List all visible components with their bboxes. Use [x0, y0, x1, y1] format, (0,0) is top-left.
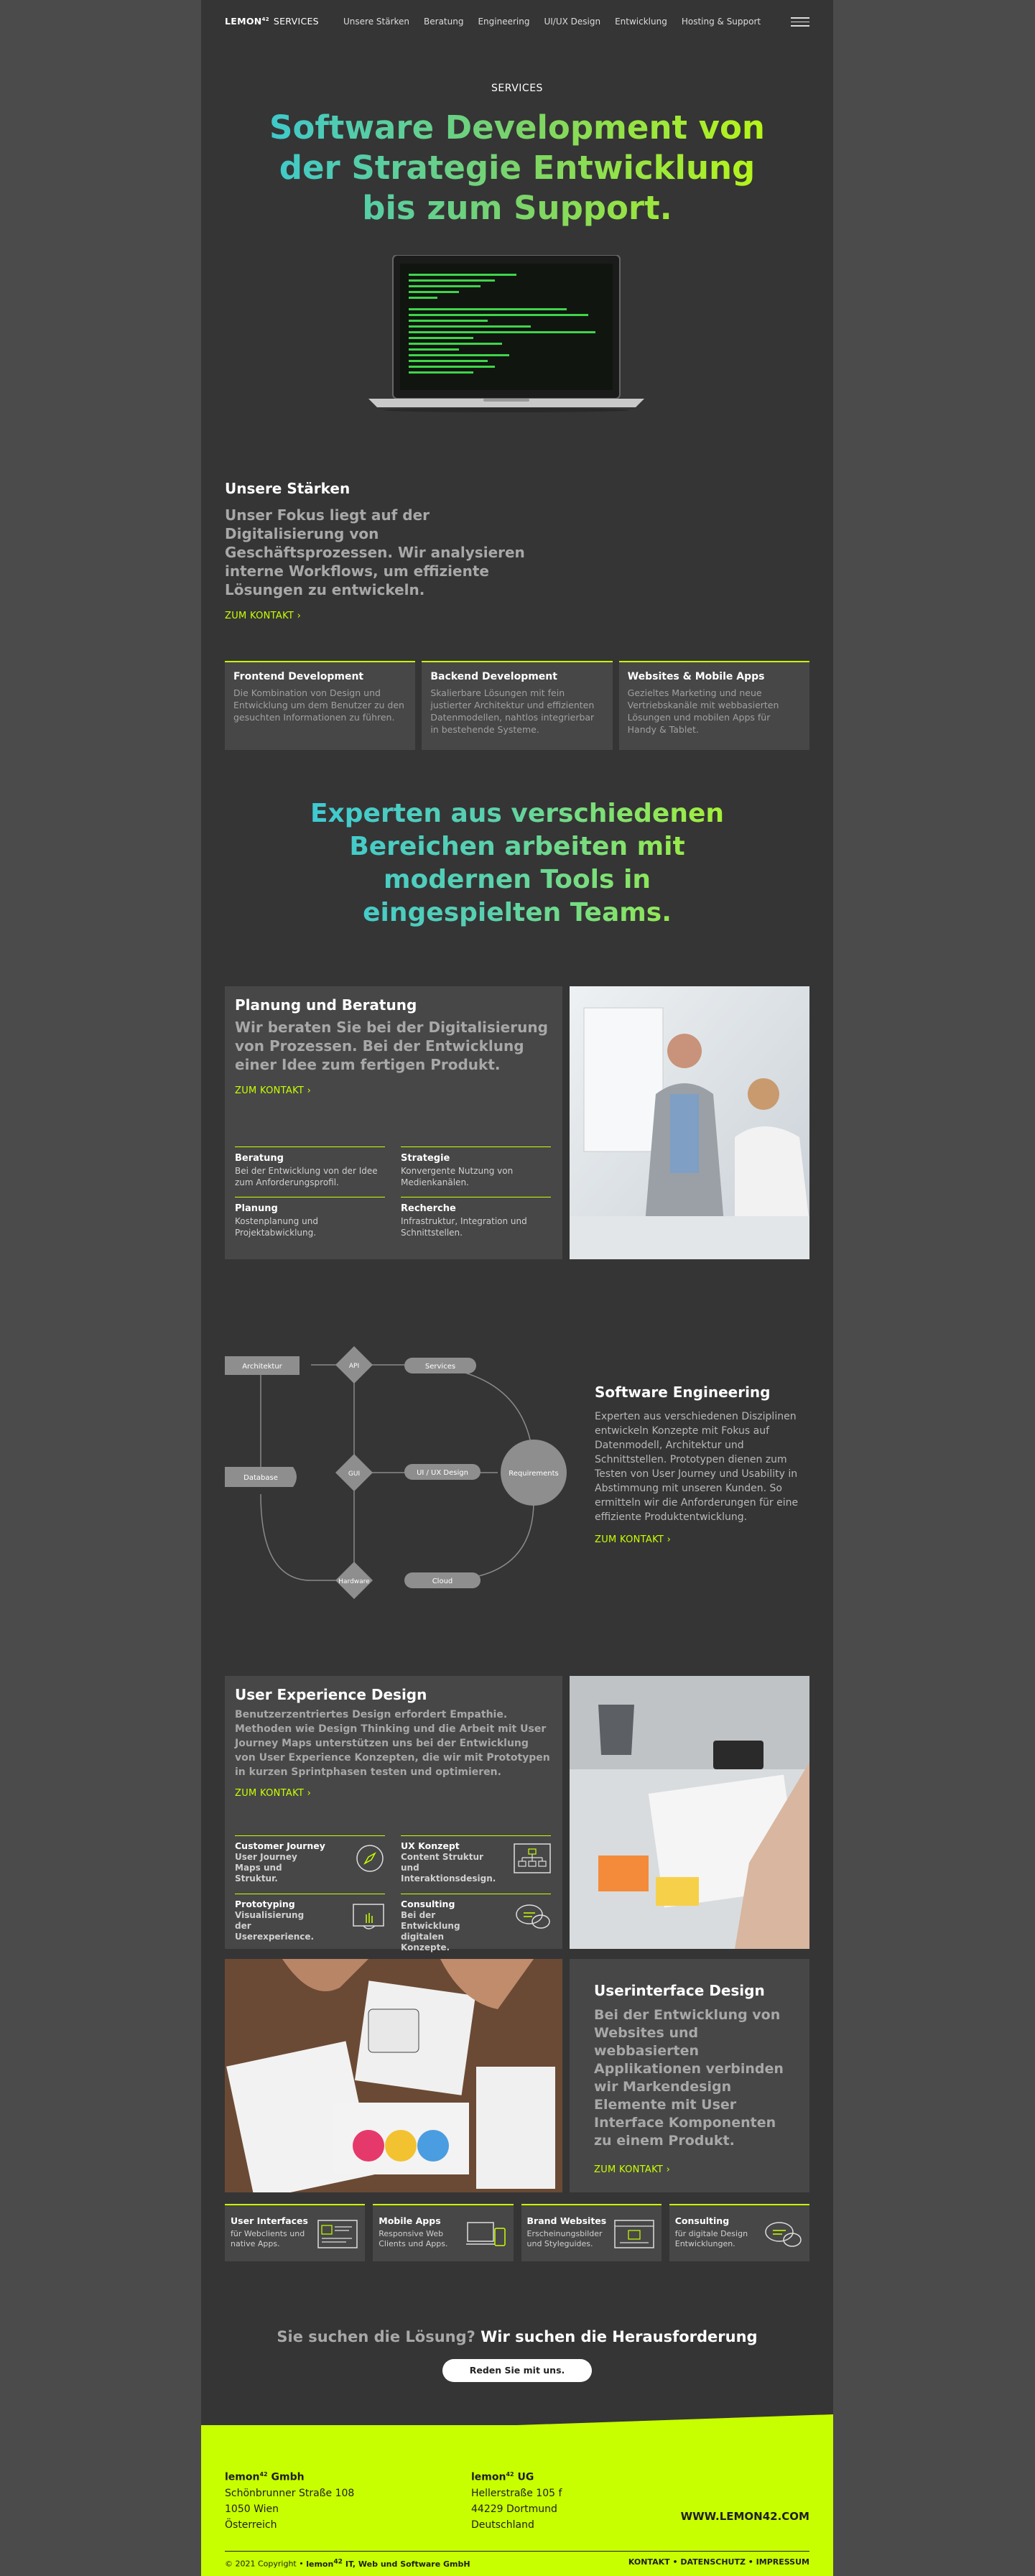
node-hardware — [335, 1562, 373, 1599]
feature-title: Strategie — [401, 1153, 450, 1164]
ux-workspace-photo — [570, 1676, 809, 1949]
feature-text: Kostenplanung und Projektabwicklung. — [235, 1216, 318, 1238]
feature-title: Consulting — [401, 1899, 455, 1909]
card-title: Consulting — [674, 2215, 730, 2226]
compass-icon — [355, 1843, 385, 1873]
card-text: Skalierbare Lösungen mit fein justierter Architektur und effizienten Datenmodellen, nahtlos integrierbar in bestehende Systeme. — [430, 687, 595, 735]
card-title: Backend Development — [430, 671, 557, 682]
feature-beratung — [235, 1146, 385, 1188]
se-text: Experten aus verschiedenen Disziplinen entwickeln Konzepte mit Fokus auf Datenmodell, Architektur und Schnittstellen. Prototypen dienen zum Testen von User Journey und Usability in Abstimmung mit unseren Kunden. So ermitteln wir die Anforderungen für eine effiziente Produktentwicklung. — [595, 1411, 799, 1523]
feature-title: Planung — [235, 1203, 278, 1214]
node-api — [335, 1346, 373, 1384]
node-architektur — [225, 1356, 300, 1375]
logo-text: LEMON — [225, 16, 262, 27]
footer-link-datenschutz[interactable]: DATENSCHUTZ — [680, 2557, 746, 2567]
card-title: Frontend Development — [233, 671, 364, 682]
node-ui-ux-design — [404, 1464, 481, 1480]
logo-section: SERVICES — [273, 16, 319, 27]
cta-label: ZUM KONTAKT — [595, 1534, 664, 1545]
hero-kicker: SERVICES — [491, 83, 543, 94]
cta-label: ZUM KONTAKT — [235, 1788, 305, 1799]
feature-planung — [235, 1197, 385, 1238]
staerken-section — [225, 480, 526, 621]
node-label: Requirements — [509, 1470, 559, 1478]
card-text: Gezieltes Marketing und neue Vertriebskanäle mit webbasierten Lösungen und mobilen Apps für Handy & Tablet. — [627, 687, 779, 735]
node-services — [404, 1358, 476, 1373]
footer-slant — [201, 2414, 833, 2436]
copyright — [225, 2557, 470, 2569]
nav-engineering[interactable]: Engineering — [478, 17, 530, 27]
copyright-name: lemon — [306, 2559, 334, 2569]
planung-contact-link[interactable] — [235, 1085, 551, 1096]
card-user-interfaces — [225, 2204, 365, 2261]
devices-icon — [466, 2220, 506, 2248]
company-brand: lemon — [471, 2471, 506, 2483]
feature-text: Bei der Entwicklung von der Idee zum Anforderungsprofil. — [235, 1166, 378, 1187]
nav-entwicklung[interactable]: Entwicklung — [615, 17, 667, 27]
address-line: 1050 Wien — [225, 2503, 279, 2515]
ui-panel — [570, 1959, 809, 2192]
ux-contact-link[interactable] — [235, 1788, 551, 1799]
node-gui — [335, 1454, 373, 1491]
node-label: GUI — [348, 1470, 361, 1478]
company-name — [471, 2467, 562, 2485]
ux-title: User Experience Design — [235, 1686, 427, 1703]
node-requirements — [501, 1440, 567, 1506]
card-title: Mobile Apps — [379, 2215, 441, 2226]
se-contact-link[interactable] — [595, 1534, 803, 1545]
feature-text: Content Struktur und Interaktionsdesign. — [401, 1852, 496, 1884]
card-text: für Webclients und native Apps. — [231, 2229, 305, 2248]
card-mobile-apps — [373, 2204, 513, 2261]
sitemap-icon — [514, 1843, 551, 1873]
chevron-right-icon: › — [307, 1788, 312, 1799]
card-frontend — [225, 661, 415, 750]
feature-title: UX Konzept — [401, 1840, 460, 1851]
footer-link-impressum[interactable]: IMPRESSUM — [756, 2557, 809, 2567]
chevron-right-icon: › — [666, 2164, 671, 2175]
node-cloud — [404, 1572, 481, 1588]
presentation-photo — [570, 986, 809, 1259]
service-cards — [225, 661, 809, 750]
logo-sup: 42 — [261, 16, 269, 22]
address-line: 44229 Dortmund — [471, 2503, 557, 2515]
feature-title: Recherche — [401, 1203, 456, 1214]
browser-window-icon — [614, 2220, 654, 2248]
planung-title: Planung und Beratung — [235, 996, 417, 1014]
planung-features — [235, 1146, 551, 1238]
address-line: Schönbrunner Straße 108 — [225, 2487, 355, 2499]
card-text: Erscheinungsbilder und Styleguides. — [526, 2229, 603, 2248]
ui-cards — [225, 2204, 809, 2261]
hero-title-line: bis zum Support. — [362, 189, 672, 227]
card-websites-mobile — [619, 661, 809, 750]
cta-label: ZUM KONTAKT — [594, 2164, 664, 2175]
ui-contact-link[interactable] — [594, 2164, 795, 2175]
feature-title: Customer Journey — [235, 1840, 325, 1851]
website-link[interactable]: WWW.LEMON42.COM — [680, 2510, 809, 2523]
cta-label: ZUM KONTAKT — [235, 1085, 305, 1096]
experts-line: modernen Tools in — [384, 865, 651, 894]
software-engineering-section — [595, 1384, 803, 1545]
company-suffix: UG — [514, 2471, 534, 2483]
feature-title: Beratung — [235, 1153, 284, 1164]
chevron-right-icon: › — [297, 611, 302, 621]
card-consulting — [669, 2204, 809, 2261]
menu-icon[interactable] — [791, 17, 809, 27]
nav-beratung[interactable]: Beratung — [424, 17, 464, 27]
node-label: Cloud — [432, 1577, 453, 1585]
nav-hosting-support[interactable]: Hosting & Support — [681, 17, 761, 27]
chevron-right-icon: › — [307, 1085, 312, 1096]
node-label: API — [348, 1363, 360, 1370]
closing-question: Sie suchen die Lösung? — [277, 2328, 475, 2345]
address-dortmund — [471, 2467, 562, 2533]
engineering-diagram — [225, 1336, 570, 1616]
node-label: Hardware — [338, 1578, 370, 1585]
node-label: Database — [243, 1474, 278, 1482]
feature-prototyping — [235, 1894, 385, 1945]
ui-title: Userinterface Design — [594, 1982, 765, 1999]
se-title: Software Engineering — [595, 1384, 771, 1401]
header — [225, 16, 809, 30]
feature-text: Visualisierung der Userexperience. — [235, 1910, 315, 1942]
node-label: Architektur — [242, 1363, 282, 1371]
card-title: Websites & Mobile Apps — [627, 671, 765, 682]
feature-text: Konvergente Nutzung von Medienkanälen. — [401, 1166, 514, 1187]
closing-line — [201, 2328, 833, 2345]
card-backend — [422, 661, 612, 750]
hero-title-line: der Strategie Entwicklung — [279, 149, 756, 187]
node-label: Services — [424, 1363, 456, 1371]
cta-label: ZUM KONTAKT — [225, 611, 294, 621]
experts-line: Experten aus verschiedenen — [310, 799, 725, 828]
feature-recherche — [401, 1197, 551, 1238]
laptop-code-image — [368, 255, 644, 413]
feature-text: Bei der Entwicklung digitalen Konzepte. — [401, 1910, 460, 1952]
experts-heading — [201, 797, 833, 930]
experts-line: eingespielten Teams. — [363, 898, 672, 927]
feature-customer-journey — [235, 1835, 385, 1886]
staerken-contact-link[interactable] — [225, 611, 526, 621]
card-text: für digitale Design Entwicklungen. — [674, 2229, 748, 2248]
address-line: Deutschland — [471, 2519, 534, 2531]
closing-answer: Wir suchen die Herausforderung — [481, 2328, 758, 2345]
main-nav — [343, 17, 761, 27]
card-title: Brand Websites — [526, 2215, 607, 2226]
chat-bubbles-icon — [514, 1901, 551, 1932]
page — [201, 0, 833, 2576]
feature-ux-konzept — [401, 1835, 551, 1886]
talk-to-us-button[interactable]: Reden Sie mit uns. — [442, 2359, 592, 2382]
ui-lead: Bei der Entwicklung von Websites und webbasierten Applikationen verbinden wir Markendesign Elemente mit User Interface Komponenten zu einem Produkt. — [594, 2007, 784, 2149]
company-sup: 42 — [506, 2471, 514, 2478]
company-brand: lemon — [225, 2471, 260, 2483]
card-title: User Interfaces — [231, 2215, 308, 2226]
planung-panel — [225, 986, 562, 1259]
copyright-sup: 42 — [333, 2557, 343, 2565]
logo[interactable] — [225, 16, 319, 27]
node-database — [225, 1467, 297, 1487]
feature-text: Infrastruktur, Integration und Schnittstellen. — [401, 1216, 527, 1238]
card-brand-websites — [521, 2204, 662, 2261]
ux-features — [235, 1835, 551, 1952]
footer — [201, 2425, 833, 2576]
copyright-suffix: IT, Web und Software GmbH — [343, 2559, 470, 2569]
staerken-lead: Unser Fokus liegt auf der Digitalisierung von Geschäftsprozessen. Wir analysieren interne Workflows, um effiziente Lösungen zu entwickeln. — [225, 506, 525, 598]
footer-link-kontakt[interactable]: KONTAKT — [628, 2557, 670, 2567]
company-sup: 42 — [259, 2471, 268, 2478]
nav-unsere-staerken[interactable]: Unsere Stärken — [343, 17, 410, 27]
planung-lead: Wir beraten Sie bei der Digitalisierung von Prozessen. Bei der Entwicklung einer Idee zum fertigen Produkt. — [235, 1019, 548, 1073]
touch-screen-icon — [352, 1901, 385, 1932]
footer-links: KONTAKT • DATENSCHUTZ • IMPRESSUM — [628, 2557, 809, 2567]
feature-strategie — [401, 1146, 551, 1188]
address-line: Hellerstraße 105 f — [471, 2487, 562, 2499]
address-line: Österreich — [225, 2519, 277, 2531]
ui-sketch-photo — [225, 1959, 562, 2192]
chat-bubbles-icon — [762, 2220, 802, 2248]
feature-text: User Journey Maps und Struktur. — [235, 1852, 297, 1884]
ux-text: Benutzerzentriertes Design erfordert Empathie. Methoden wie Design Thinking und die Arbeit mit User Journey Maps unterstützen uns bei der Entwicklung von User Experience Konzepten, die wir mit Prototypen in kurzen Sprintphasen testen und optimieren. — [235, 1709, 550, 1778]
experts-line: Bereichen arbeiten mit — [349, 832, 685, 861]
card-text: Responsive Web Clients und Apps. — [379, 2229, 448, 2248]
company-suffix: Gmbh — [267, 2471, 305, 2483]
company-name — [225, 2467, 354, 2485]
nav-ui-ux-design[interactable]: UI/UX Design — [544, 17, 601, 27]
feature-consulting — [401, 1894, 551, 1952]
ui-layout-icon — [317, 2220, 358, 2248]
card-text: Die Kombination von Design und Entwicklung um dem Benutzer zu den gesuchten Informationen zu führen. — [233, 687, 404, 723]
chevron-right-icon: › — [667, 1534, 672, 1545]
hero-title — [201, 108, 833, 228]
footer-divider — [225, 2551, 809, 2552]
feature-title: Prototyping — [235, 1899, 295, 1909]
copyright-prefix: © 2021 Copyright • — [225, 2559, 307, 2569]
address-wien — [225, 2467, 354, 2533]
hero-title-line: Software Development von — [269, 108, 765, 147]
node-label: UI / UX Design — [417, 1469, 468, 1477]
ux-panel — [225, 1676, 562, 1952]
staerken-title: Unsere Stärken — [225, 480, 351, 497]
